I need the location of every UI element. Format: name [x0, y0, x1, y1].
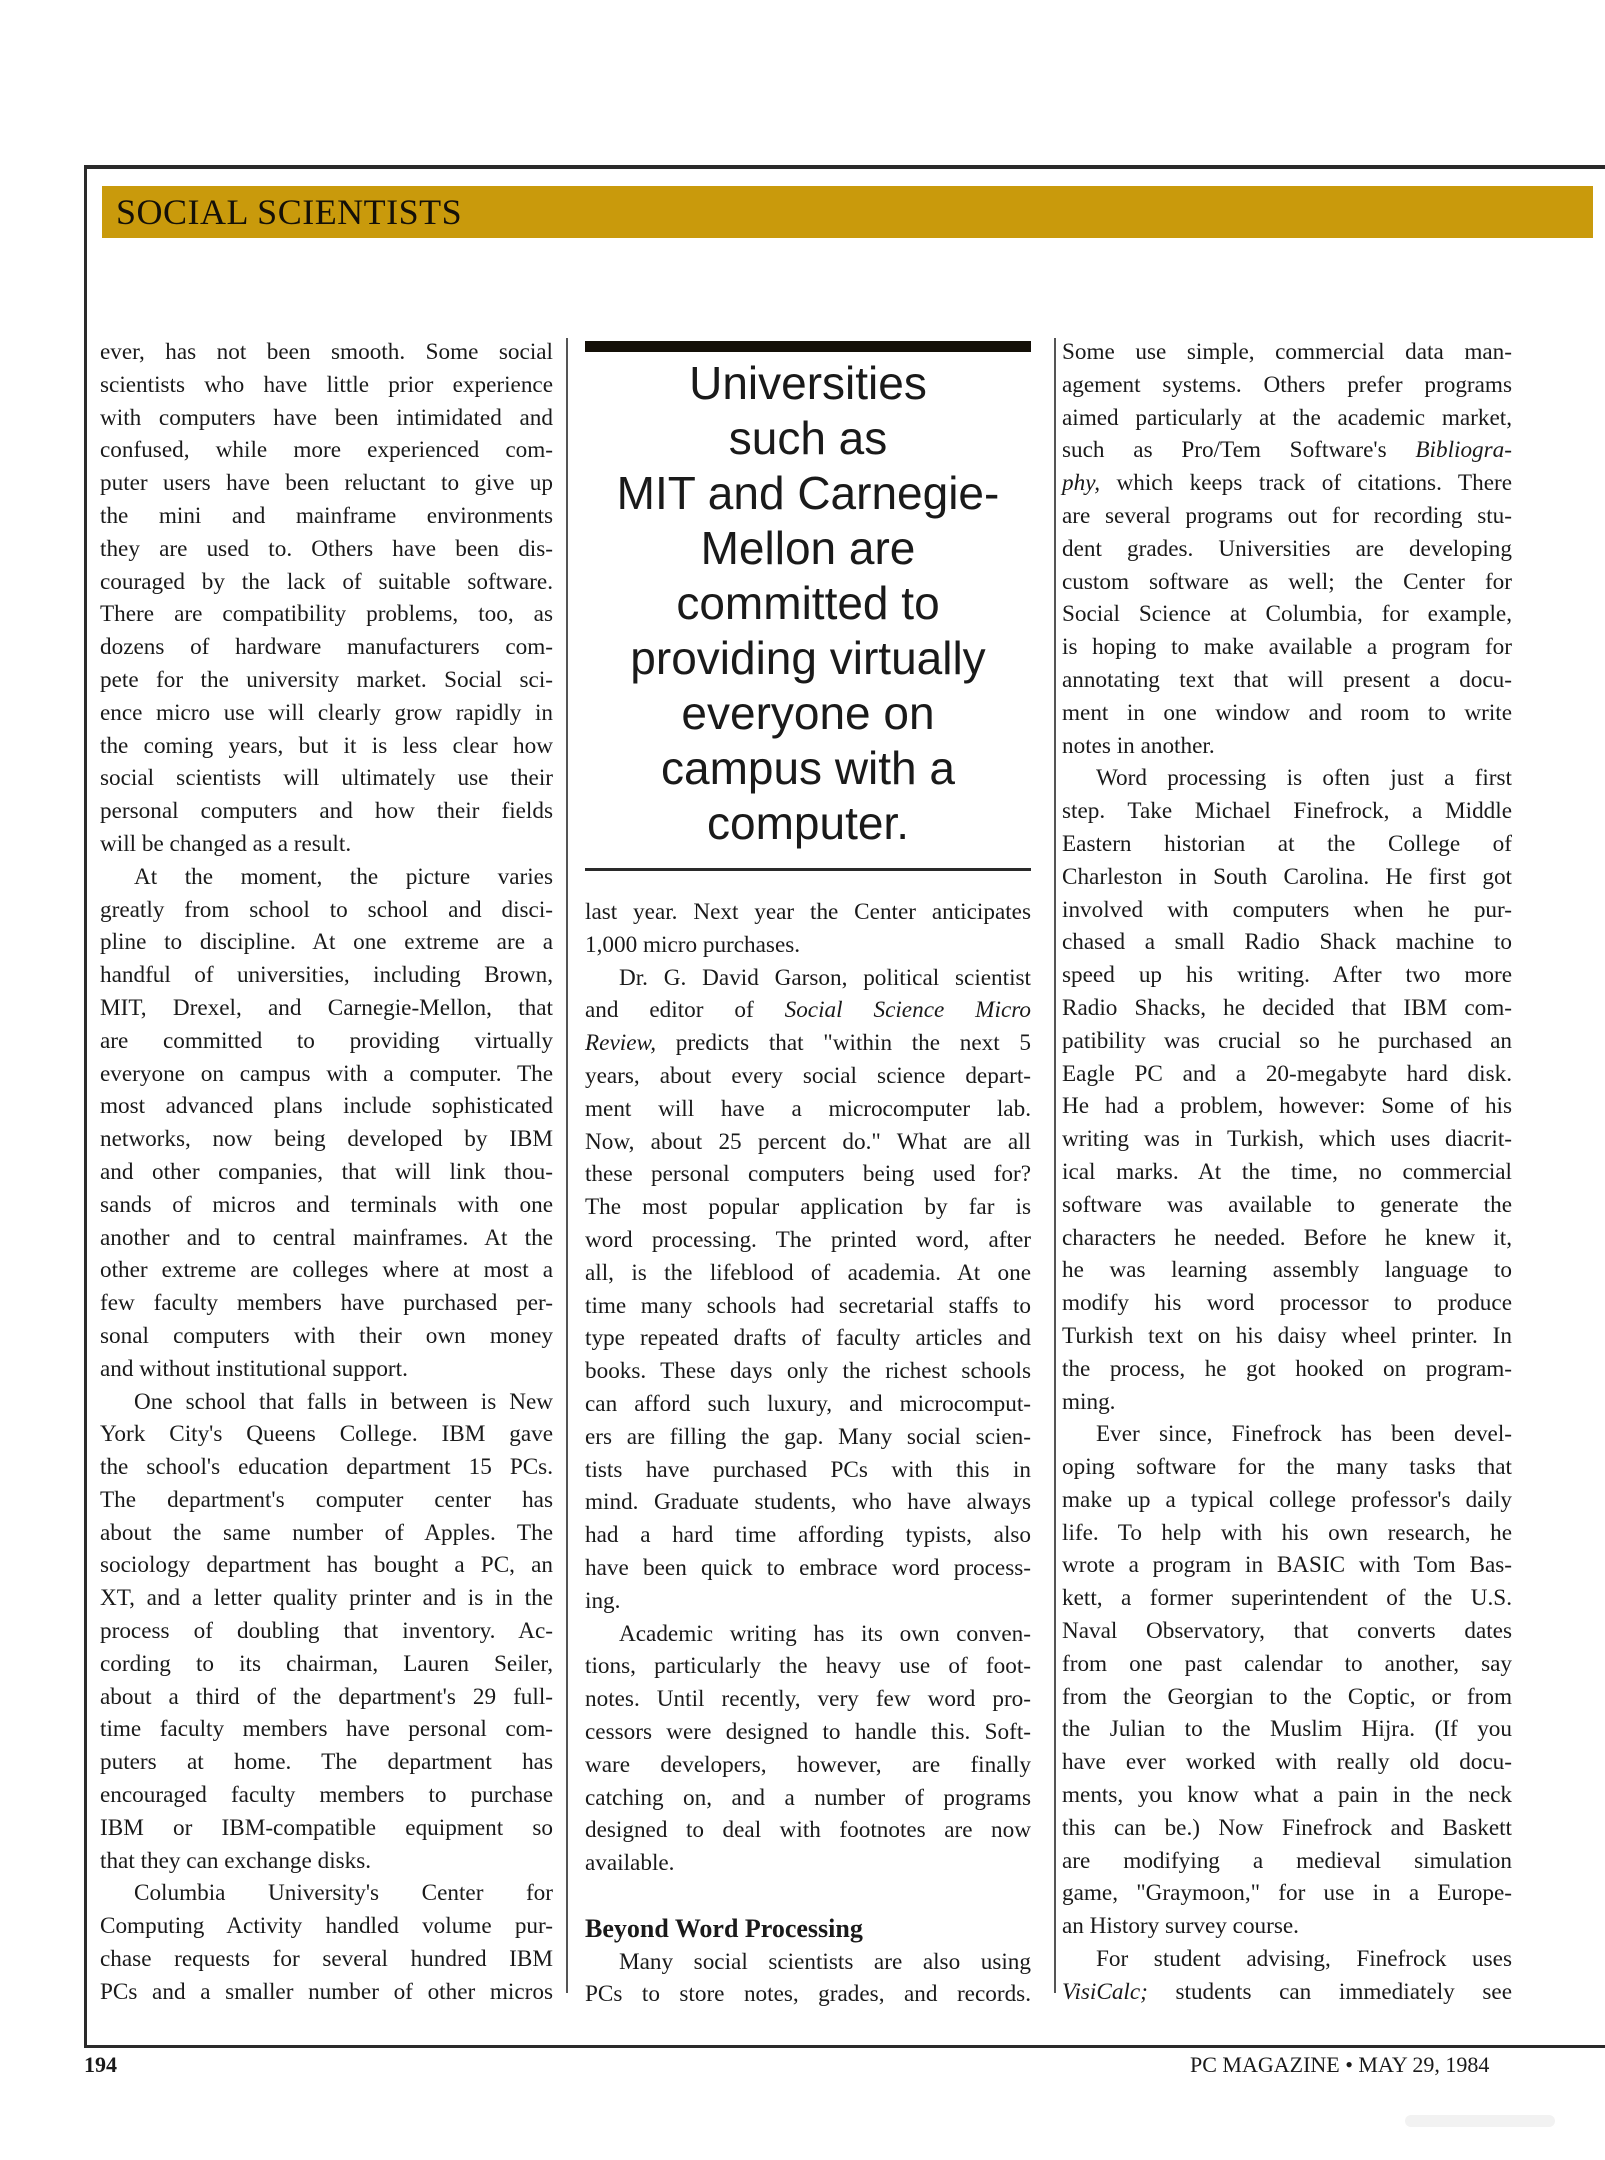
text-line: Word processing is often just a first	[1096, 765, 1512, 792]
text-line: IBM or IBM-compatible equipment so	[100, 1814, 553, 1841]
scan-artifact	[1405, 2115, 1555, 2127]
text-line: dozens of hardware manufacturers com-	[100, 634, 553, 661]
text-line: pline to discipline. At one extreme are a	[100, 929, 553, 956]
text-line: and other companies, that will link thou-	[100, 1158, 553, 1185]
text-line: characters he needed. Before he knew it,	[1062, 1224, 1512, 1251]
pull-quote-top-rule	[585, 341, 1031, 352]
text-line: Review, predicts that "within the next 5	[585, 1030, 1031, 1057]
text-line: all, is the lifeblood of academia. At one	[585, 1259, 1031, 1286]
text-line: York City's Queens College. IBM gave	[100, 1421, 553, 1448]
text-line: dent grades. Universities are developing	[1062, 535, 1512, 562]
text-line: can afford such luxury, and microcomput-	[585, 1390, 1031, 1417]
text-line: pete for the university market. Social sci-	[100, 666, 553, 693]
text-line: ment will have a microcomputer lab.	[585, 1095, 1031, 1122]
text-line: tists have purchased PCs with this in	[585, 1456, 1031, 1483]
text-line: ware developers, however, are finally	[585, 1751, 1031, 1778]
text-line: chased a small Radio Shack machine to	[1062, 929, 1512, 956]
pull-quote-line: committed to	[676, 577, 940, 629]
text-line: Turkish text on his daisy wheel printer. In	[1062, 1322, 1512, 1349]
pull-quote-line: MIT and Carnegie-	[616, 467, 1000, 519]
text-line: Eastern historian at the College of	[1062, 830, 1512, 857]
text-line: designed to deal with footnotes are now	[585, 1817, 1031, 1844]
pull-quote-bottom-rule	[585, 868, 1031, 871]
text-line: Ever since, Finefrock has been devel-	[1096, 1421, 1512, 1448]
text-line: Some use simple, commercial data man-	[1062, 339, 1512, 365]
pull-quote-line: providing virtually	[630, 632, 986, 684]
text-line: are modifying a medieval simulation	[1062, 1847, 1512, 1874]
text-line: There are compatibility problems, too, as	[100, 601, 553, 628]
text-line: Many social scientists are also using	[619, 1948, 1031, 1975]
text-line: agement systems. Others prefer programs	[1062, 371, 1512, 398]
text-line: ing.	[585, 1587, 621, 1614]
text-line: type repeated drafts of faculty articles and	[585, 1325, 1031, 1352]
text-line: Naval Observatory, that converts dates	[1062, 1618, 1512, 1645]
text-line: had a hard time affording typists, also	[585, 1522, 1031, 1549]
top-rule	[84, 165, 1605, 169]
left-rule	[84, 165, 87, 2047]
text-line: He had a problem, however: Some of his	[1062, 1093, 1512, 1120]
text-line: step. Take Michael Finefrock, a Middle	[1062, 798, 1512, 825]
text-line: time many schools had secretarial staffs to	[585, 1292, 1031, 1319]
text-line: XT, and a letter quality printer and is in the	[100, 1585, 553, 1612]
text-line: At the moment, the picture varies	[134, 863, 553, 890]
text-line: aimed particularly at the academic market,	[1062, 404, 1512, 431]
text-line: For student advising, Finefrock uses	[1096, 1946, 1512, 1973]
text-line: handful of universities, including Brown,	[100, 962, 553, 989]
text-line: Eagle PC and a 20-megabyte hard disk.	[1062, 1060, 1512, 1087]
text-line: scientists who have little prior experience	[100, 371, 553, 398]
text-line: encouraged faculty members to purchase	[100, 1782, 553, 1809]
text-line: process of doubling that inventory. Ac-	[100, 1618, 553, 1645]
text-line: the process, he got hooked on program-	[1062, 1355, 1512, 1382]
text-line: personal computers and how their fields	[100, 798, 553, 825]
text-line: the coming years, but it is less clear how	[100, 732, 553, 759]
text-line: make up a typical college professor's daily	[1062, 1486, 1512, 1513]
text-line: the Julian to the Muslim Hijra. (If you	[1062, 1716, 1512, 1743]
text-line: have ever worked with really old docu-	[1062, 1749, 1512, 1776]
text-line: life. To help with his own research, he	[1062, 1519, 1512, 1546]
text-line: catching on, and a number of programs	[585, 1784, 1031, 1811]
pull-quote-line: such as	[728, 412, 888, 464]
text-line: custom software as well; the Center for	[1062, 568, 1512, 595]
text-line: greatly from school to school and disci-	[100, 896, 553, 923]
text-line: sociology department has bought a PC, an	[100, 1552, 553, 1579]
text-line: about a third of the department's 29 full-	[100, 1683, 553, 1710]
text-line: couraged by the lack of suitable software.	[100, 568, 553, 595]
text-line: Social Science at Columbia, for example,	[1062, 601, 1512, 628]
text-line: ever, has not been smooth. Some social	[100, 339, 553, 365]
text-line: sands of micros and terminals with one	[100, 1191, 553, 1218]
text-line: this can be.) Now Finefrock and Baskett	[1062, 1814, 1512, 1841]
text-line: modify his word processor to produce	[1062, 1290, 1512, 1317]
text-line: speed up his writing. After two more	[1062, 962, 1512, 989]
text-line: sonal computers with their own money	[100, 1322, 553, 1349]
text-line: involved with computers when he pur-	[1062, 896, 1512, 923]
text-line: available.	[585, 1850, 675, 1877]
text-line: game, "Graymoon," for use in a Europe-	[1062, 1880, 1512, 1907]
column-2	[585, 896, 1031, 2011]
text-line: ence micro use will clearly grow rapidly in	[100, 699, 553, 726]
pull-quote-line: Mellon are	[700, 522, 916, 574]
text-line: about the same number of Apples. The	[100, 1519, 553, 1546]
text-line: and without institutional support.	[100, 1355, 408, 1382]
text-line: networks, now being developed by IBM	[100, 1126, 553, 1153]
pull-quote-line: campus with a	[660, 742, 955, 794]
text-line: The department's computer center has	[100, 1486, 553, 1513]
text-line: VisiCalc; students can immediately see	[1062, 1978, 1512, 2005]
section-title: SOCIAL SCIENTISTS	[116, 192, 463, 232]
text-line: that they can exchange disks.	[100, 1847, 372, 1874]
text-line: from one past calendar to another, say	[1062, 1650, 1512, 1677]
text-line: Computing Activity handled volume pur-	[100, 1913, 553, 1940]
text-line: chase requests for several hundred IBM	[100, 1946, 553, 1973]
pull-quote-line: everyone on	[681, 687, 935, 739]
publication-date-line: PC MAGAZINE • MAY 29, 1984	[1190, 2052, 1490, 2077]
text-line: few faculty members have purchased per-	[100, 1290, 553, 1317]
text-line: another and to central mainframes. At the	[100, 1224, 553, 1251]
text-line: books. These days only the richest schools	[585, 1358, 1031, 1385]
text-line: last year. Next year the Center anticipates	[585, 899, 1031, 925]
text-line: Columbia University's Center for	[134, 1880, 553, 1907]
text-line: are several programs out for recording stu-	[1062, 502, 1512, 529]
text-line: cording to its chairman, Lauren Seiler,	[100, 1650, 553, 1677]
column-divider	[566, 338, 568, 1993]
text-line: with computers have been intimidated and	[100, 404, 553, 431]
text-line: notes in another.	[1062, 732, 1215, 759]
text-line: Dr. G. David Garson, political scientist	[619, 964, 1031, 991]
text-line: patibility was crucial so he purchased an	[1062, 1027, 1512, 1054]
text-line: One school that falls in between is New	[134, 1388, 553, 1415]
text-line: kett, a former superintendent of the U.S.	[1062, 1585, 1512, 1612]
text-line: ment in one window and room to write	[1062, 699, 1512, 726]
text-line: The most popular application by far is	[585, 1194, 1031, 1221]
text-line: 1,000 micro purchases.	[585, 931, 801, 958]
text-line: cessors were designed to handle this. Soft-	[585, 1718, 1031, 1745]
text-line: from the Georgian to the Coptic, or from	[1062, 1683, 1512, 1710]
text-line: annotating text that will present a docu-	[1062, 666, 1512, 693]
text-line: tions, particularly the heavy use of foot-	[585, 1653, 1031, 1680]
text-line: confused, while more experienced com-	[100, 437, 553, 464]
text-line: will be changed as a result.	[100, 830, 352, 857]
pull-quote-line: computer.	[707, 797, 909, 849]
text-line: he was learning assembly language to	[1062, 1257, 1512, 1284]
subheading: Beyond Word Processing	[585, 1913, 863, 1943]
text-line: writing was in Turkish, which uses diacrit-	[1062, 1126, 1512, 1153]
text-line: years, about every social science depart-	[585, 1062, 1031, 1089]
text-line: word processing. The printed word, after	[585, 1226, 1031, 1253]
pull-quote-line: Universities	[689, 357, 927, 409]
text-line: mind. Graduate students, who have always	[585, 1489, 1031, 1516]
paragraph-spacer	[585, 1880, 1031, 1913]
page-number: 194	[84, 2052, 117, 2077]
text-line: is hoping to make available a program for	[1062, 634, 1512, 661]
text-line: notes. Until recently, very few word pro-	[585, 1686, 1031, 1713]
text-line: Now, about 25 percent do." What are all	[585, 1128, 1031, 1155]
text-line: Academic writing has its own conven-	[619, 1620, 1031, 1647]
text-line: the school's education department 15 PCs.	[100, 1454, 553, 1481]
text-line: MIT, Drexel, and Carnegie-Mellon, that	[100, 994, 553, 1021]
text-line: ments, you know what a pain in the neck	[1062, 1782, 1512, 1809]
text-line: software was available to generate the	[1062, 1191, 1512, 1218]
text-line: Radio Shacks, he decided that IBM com-	[1062, 994, 1512, 1021]
text-line: an History survey course.	[1062, 1913, 1299, 1940]
text-line: time faculty members have personal com-	[100, 1716, 553, 1743]
text-line: Charleston in South Carolina. He first got	[1062, 863, 1512, 890]
text-line: have been quick to embrace word process-	[585, 1554, 1031, 1581]
column-1	[100, 336, 553, 2009]
text-line: PCs and a smaller number of other micros	[100, 1978, 553, 2005]
text-line: other extreme are colleges where at most a	[100, 1257, 553, 1284]
bottom-rule	[84, 2045, 1605, 2048]
text-line: ming.	[1062, 1388, 1116, 1415]
text-line: PCs to store notes, grades, and records.	[585, 1981, 1031, 2008]
text-line: they are used to. Others have been dis-	[100, 535, 553, 562]
text-line: wrote a program in BASIC with Tom Bas-	[1062, 1552, 1512, 1579]
text-line: most advanced plans include sophisticated	[100, 1093, 553, 1120]
text-line: are committed to providing virtually	[100, 1027, 553, 1054]
text-line: puters at home. The department has	[100, 1749, 553, 1776]
text-line: oping software for the many tasks that	[1062, 1454, 1512, 1481]
pull-quote	[585, 356, 1031, 851]
text-line: everyone on campus with a computer. The	[100, 1060, 553, 1087]
column-3	[1062, 336, 1512, 2009]
section-banner	[102, 186, 1593, 238]
text-line: these personal computers being used for?	[585, 1161, 1031, 1188]
text-line: such as Pro/Tem Software's Bibliogra-	[1062, 437, 1512, 464]
text-line: ers are filling the gap. Many social scien-	[585, 1423, 1031, 1450]
text-line: social scientists will ultimately use their	[100, 765, 553, 792]
text-line: ical marks. At the time, no commercial	[1062, 1158, 1512, 1185]
text-line: puter users have been reluctant to give up	[100, 470, 553, 497]
text-line: the mini and mainframe environments	[100, 502, 553, 529]
text-line: phy, which keeps track of citations. There	[1062, 470, 1512, 497]
column-divider	[1054, 338, 1056, 1993]
text-line: and editor of Social Science Micro	[585, 997, 1031, 1024]
